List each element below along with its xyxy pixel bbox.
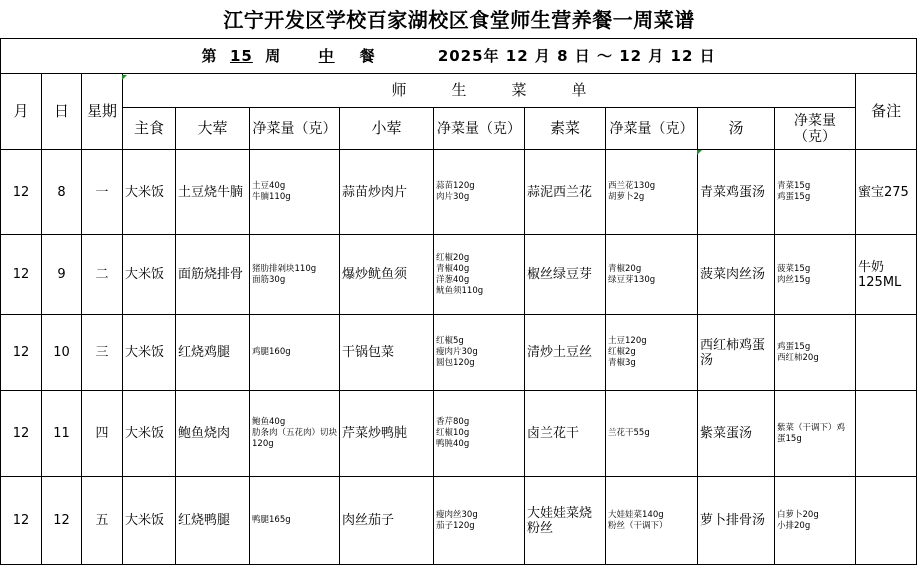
soup-cell: 萝卜排骨汤 <box>698 477 775 565</box>
day-cell: 8 <box>42 150 82 235</box>
month-cell: 12 <box>1 391 42 477</box>
veg-weight-cell: 兰花干55g <box>606 391 698 477</box>
note-cell <box>856 477 917 565</box>
small-weight-cell: 香芹80g 红椒10g 鸭肫40g <box>434 391 525 477</box>
big-meat-cell: 红烧鸭腿 <box>176 477 250 565</box>
header-soup-weight: 净菜量（克） <box>775 108 856 150</box>
header-menu: 师 生 菜 单 <box>123 74 856 108</box>
day-cell: 12 <box>42 477 82 565</box>
small-meat-cell: 干锅包菜 <box>340 315 434 391</box>
soup-cell: 西红柿鸡蛋汤 <box>698 315 775 391</box>
big-meat-cell: 鲍鱼烧肉 <box>176 391 250 477</box>
week-prefix: 第 <box>201 46 218 65</box>
staple-cell: 大米饭 <box>123 235 176 315</box>
small-weight-cell: 红椒5g 瘦肉片30g 圆包120g <box>434 315 525 391</box>
day-cell: 10 <box>42 315 82 391</box>
soup-cell: 紫菜蛋汤 <box>698 391 775 477</box>
date-range: 2025年 12 月 8 日 ～ 12 月 12 日 <box>437 46 716 65</box>
big-weight-cell: 鸭腿165g <box>250 477 340 565</box>
soup-weight-cell: 鸡蛋15g 西红柿20g <box>775 315 856 391</box>
header-row-2 <box>1 108 917 150</box>
month-cell: 12 <box>1 150 42 235</box>
table-row <box>1 235 917 315</box>
header-big-weight: 净菜量（克） <box>250 108 340 150</box>
header-month: 月 <box>1 74 42 150</box>
soup-weight-cell: 白萝卜20g 小排20g <box>775 477 856 565</box>
note-cell: 蜜宝275 <box>856 150 917 235</box>
staple-cell: 大米饭 <box>123 477 176 565</box>
week-line <box>1 39 917 74</box>
small-weight-cell: 蒜苗120g 肉片30g <box>434 150 525 235</box>
menu-rows <box>1 150 917 565</box>
veg-weight-cell: 大娃娃菜140g 粉丝（干调下） <box>606 477 698 565</box>
soup-cell: 青菜鸡蛋汤 <box>698 150 775 235</box>
vegetable-cell: 椒丝绿豆芽 <box>525 235 606 315</box>
table-row <box>1 477 917 565</box>
vegetable-cell: 蒜泥西兰花 <box>525 150 606 235</box>
soup-weight-cell: 青菜15g 鸡蛋15g <box>775 150 856 235</box>
soup-weight-cell: 菠菜15g 肉丝15g <box>775 235 856 315</box>
big-weight-cell: 鸡腿160g <box>250 315 340 391</box>
week-row <box>1 39 917 74</box>
small-weight-cell: 瘦肉丝30g 茄子120g <box>434 477 525 565</box>
header-small-weight: 净菜量（克） <box>434 108 525 150</box>
vegetable-cell: 清炒土豆丝 <box>525 315 606 391</box>
cell-marker <box>697 150 702 155</box>
meal-unit: 餐 <box>359 46 376 65</box>
small-weight-cell: 红椒20g 青椒40g 洋葱40g 鱿鱼须110g <box>434 235 525 315</box>
header-small-meat: 小荤 <box>340 108 434 150</box>
week-number: 15 <box>229 46 253 65</box>
big-meat-cell: 面筋烧排骨 <box>176 235 250 315</box>
week-unit: 周 <box>265 46 282 65</box>
header-vegetable: 素菜 <box>525 108 606 150</box>
veg-weight-cell: 西兰花130g 胡萝卜2g <box>606 150 698 235</box>
page-title: 江宁开发区学校百家湖校区食堂师生营养餐一周菜谱 <box>223 8 695 32</box>
header-notes: 备注 <box>856 74 917 150</box>
note-cell: 牛奶125ML <box>856 235 917 315</box>
veg-weight-cell: 土豆120g 红椒2g 青椒3g <box>606 315 698 391</box>
staple-cell: 大米饭 <box>123 391 176 477</box>
big-weight-cell: 猪肋排剁块110g 面筋30g <box>250 235 340 315</box>
header-weekday: 星期 <box>82 74 123 150</box>
header-staple: 主食 <box>123 108 176 150</box>
table-row <box>1 150 917 235</box>
small-meat-cell: 爆炒鱿鱼须 <box>340 235 434 315</box>
soup-cell: 菠菜肉丝汤 <box>698 235 775 315</box>
big-meat-cell: 土豆烧牛腩 <box>176 150 250 235</box>
weekday-cell: 五 <box>82 477 123 565</box>
big-weight-cell: 鲍鱼40g 肋条肉（五花肉）切块120g <box>250 391 340 477</box>
header-big-meat: 大荤 <box>176 108 250 150</box>
note-cell <box>856 315 917 391</box>
header-day: 日 <box>42 74 82 150</box>
vegetable-cell: 大娃娃菜烧粉丝 <box>525 477 606 565</box>
veg-weight-cell: 青椒20g 绿豆芽130g <box>606 235 698 315</box>
soup-weight-cell: 紫菜（干调下）鸡蛋15g <box>775 391 856 477</box>
month-cell: 12 <box>1 315 42 391</box>
vegetable-cell: 卤兰花干 <box>525 391 606 477</box>
small-meat-cell: 芹菜炒鸭肫 <box>340 391 434 477</box>
weekday-cell: 一 <box>82 150 123 235</box>
day-cell: 11 <box>42 391 82 477</box>
small-meat-cell: 蒜苗炒肉片 <box>340 150 434 235</box>
month-cell: 12 <box>1 477 42 565</box>
table-row <box>1 315 917 391</box>
small-meat-cell: 肉丝茄子 <box>340 477 434 565</box>
day-cell: 9 <box>42 235 82 315</box>
header-veg-weight: 净菜量（克） <box>606 108 698 150</box>
header-row-1 <box>1 74 917 108</box>
cell-marker <box>122 75 127 80</box>
table-row <box>1 391 917 477</box>
staple-cell: 大米饭 <box>123 315 176 391</box>
month-cell: 12 <box>1 235 42 315</box>
weekday-cell: 四 <box>82 391 123 477</box>
meal-name: 中 <box>318 46 335 65</box>
weekday-cell: 二 <box>82 235 123 315</box>
staple-cell: 大米饭 <box>123 150 176 235</box>
menu-table <box>0 38 917 565</box>
header-soup: 汤 <box>698 108 775 150</box>
weekday-cell: 三 <box>82 315 123 391</box>
note-cell <box>856 391 917 477</box>
big-meat-cell: 红烧鸡腿 <box>176 315 250 391</box>
big-weight-cell: 土豆40g 牛腩110g <box>250 150 340 235</box>
